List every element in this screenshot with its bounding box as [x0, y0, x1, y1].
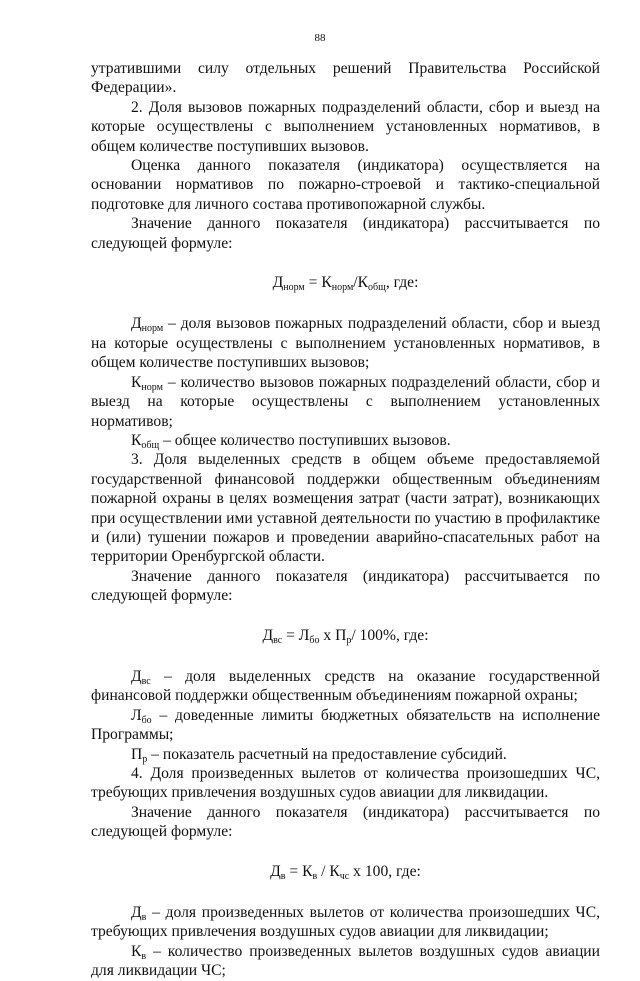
item4-formula: $Д_в = К_в / К_{чс}$ х 100, где: [270, 862, 421, 882]
item3-heading: 3. Доля выделенных средств в общем объеме предоставляемой государственной финансовой поддержки общественным объединениям пожарной охраны в целях возмещения затрат (части затрат), возникающих при осуществлении ими уставной деятельности по участию в профилактике и (или) тушении пожаров и проведении аварийно-спасательных работ на территории Оренбургской области. [91, 451, 600, 566]
item2-formula: $Д_{норм} = К_{норм}/К_{общ}$, где: [272, 274, 419, 294]
item4-heading: 4. Доля произведенных вылетов от количества произошедших ЧС, требующих привлечения воздушных судов авиации для ликвидации. [91, 765, 600, 802]
item2-def-k-obsh: $К_{общ}$ – общее количество поступивших вызовов. [131, 431, 451, 451]
item3-def-p-r: $П_р$ – показатель расчетный на предоставление субсидий. [131, 745, 507, 765]
item2-assessment: Оценка данного показателя (индикатора) осуществляется на основании нормативов по пожарно-строевой и тактико-специальной подготовке для личного состава противопожарной службы. [91, 157, 600, 213]
item4-def-d-v: $Д_в$ – доля произведенных вылетов от количества произошедших ЧС, требующих привлечения воздушных судов авиации для ликвидации; [91, 904, 600, 941]
item2-heading: 2. Доля вызовов пожарных подразделений области, сбор и выезд на которые осуществлены с выполнением установленных нормативов, в общем количестве поступивших вызовов. [91, 98, 600, 155]
page-number: 88 [314, 32, 326, 44]
item2-def-k-norm: $К_{норм}$ – количество вызовов пожарных подразделений области, сбор и выезд на которые осуществлены с выполнением установленных нормативов; [91, 373, 600, 430]
item3-formula: $Д_{вс} = Л_{бо}$ х $П_р/$ 100%, где: [262, 626, 429, 646]
intro-paragraph: утратившими силу отдельных решений Правительства Российской Федерации». [91, 60, 600, 97]
item3-def-l-bo: $Л_{бо}$ – доведенные лимиты бюджетных обязательств на исполнение Программы; [91, 706, 600, 744]
item4-def-k-v: $К_в$ – количество произведенных вылетов воздушных судов авиации для ликвидации ЧС; [91, 942, 600, 980]
item2-calc-intro: Значение данного показателя (индикатора) рассчитывается по следующей формуле: [91, 215, 600, 252]
item3-calc-intro: Значение данного показателя (индикатора) рассчитывается по следующей формуле: [91, 567, 600, 605]
item4-calc-intro: Значение данного показателя (индикатора) рассчитывается по следующей формуле: [91, 803, 600, 841]
document-body [91, 59, 600, 981]
item2-def-d-norm: $Д_{норм}$ – доля вызовов пожарных подразделений области, сбор и выезд на которые осуществлены с выполнением установленных нормативов, в общем количестве поступивших вызовов; [91, 315, 600, 372]
item3-def-d-vs: $Д_{вс}$ – доля выделенных средств на оказание государственной финансовой поддержки общественным объединениям пожарной охраны; [91, 667, 600, 705]
